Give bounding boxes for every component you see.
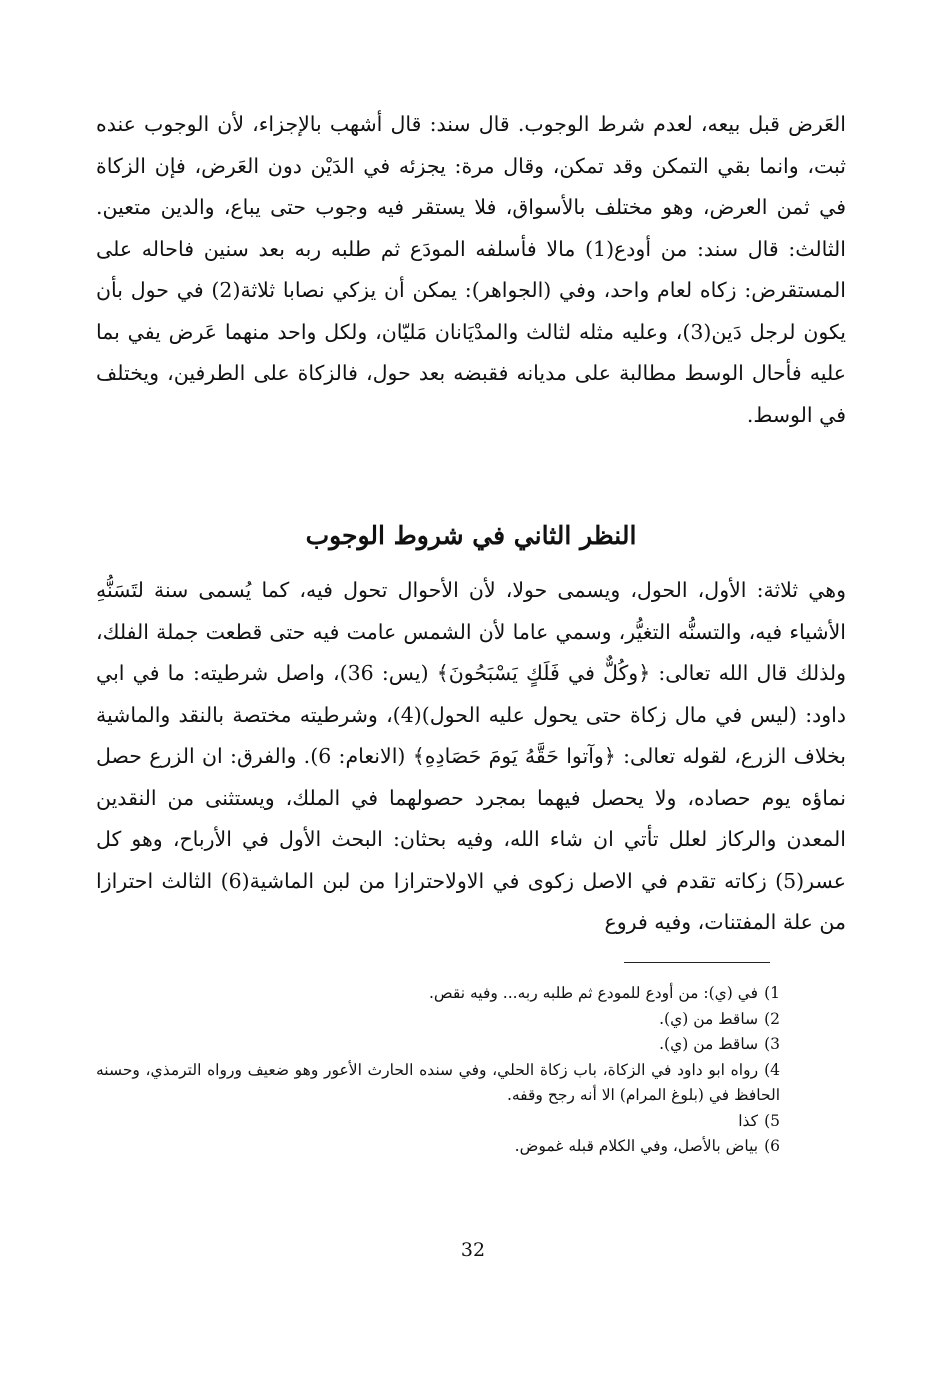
footnote-number: 2): [764, 1009, 780, 1028]
footnote-text: ساقط من (ي).: [659, 1035, 759, 1053]
footnote-item: [96, 1032, 780, 1058]
footnote-separator: [624, 962, 770, 963]
footnote-text: ساقط من (ي).: [659, 1009, 759, 1028]
footnote-item: [96, 1109, 780, 1135]
footnote-number: 1): [764, 984, 780, 1002]
footnote-item: [96, 981, 780, 1007]
footnote-text: كذا: [738, 1111, 759, 1130]
page-number: 32: [460, 1239, 486, 1261]
footnote-text: رواه ابو داود في الزكاة، باب زكاة الحلي، وفي سنده الحارث الأعور وهو ضعيف ورواه الترمذي، وحسنه الحافظ في (بلوغ المرام) الا أنه رجح وقفه.: [96, 1060, 780, 1104]
section-heading: النظر الثاني في شروط الوجوب: [305, 521, 637, 550]
footnote-number: 5): [764, 1111, 780, 1130]
footnote-number: 6): [764, 1137, 780, 1155]
body-paragraph-2: وهي ثلاثة: الأول، الحول، ويسمى حولا، لأن الأحوال تحول فيه، كما يُسمى سنة لتَسَنُّهِ الأشياء فيه، والتسنُّه التغيُّر، وسمي عاما لأن الشمس عامت فيه حتى قطعت جملة الفلك، ولذلك قال الله تعالى: ﴿وكُلٌّ في فَلَكٍ يَسْبَحُونَ﴾ (يس: 36)، واصل شرطيته: ما في ابي داود: (ليس في مال زكاة حتى يحول عليه الحول)(4)، وشرطيته مختصة بالنقد والماشية بخلاف الزرع، لقوله تعالى: ﴿وآتوا حَقَّهُ يَومَ حَصَادِهِ﴾ (الانعام: 6). والفرق: ان الزرع حصل نماؤه يوم حصاده، ولا يحصل فيهما بمجرد حصولهما في الملك، ويستثنى من النقدين المعدن والركاز لعلل تأتي ان شاء الله، وفيه بحثان: البحث الأول في الأرباح، وهو كل عسر(5) زكاته تقدم في الاصل زكوى في الاولاحترازا من لبن الماشية(6) الثالث احترازا من علة المفتنات، وفيه فروع: [96, 578, 846, 934]
footnote-item: [96, 1134, 780, 1160]
body-paragraph-1: العَرض قبل بيعه، لعدم شرط الوجوب. قال سند: قال أشهب بالإجزاء، لأن الوجوب عنده ثبت، وانما بقي التمكن وقد تمكن، وقال مرة: يجزئه في الدَيْن دون العَرض، فإن الزكاة في ثمن العرض، وهو مختلف بالأسواق، فلا يستقر فيه وجوب حتى يباع، والدين متعين. الثالث: قال سند: من أودع(1) مالا فأسلفه المودَع ثم طلبه ربه بعد سنين فاحاله على المستقرض: زكاه لعام واحد، وفي (الجواهر): يمكن أن يزكي نصابا ثلاثة(2) في حول بأن يكون لرجل دَين(3)، وعليه مثله لثالث والمدْيَانان مَليّان، ولكل واحد منهما عَرض يفي بما عليه فأحال الوسط مطالبة على مديانه فقبضه بعد حول، فالزكاة على الطرفين، ويختلف في الوسط.: [96, 112, 847, 427]
footnotes-list: [96, 981, 780, 1160]
footnote-text: بياض بالأصل، وفي الكلام قبله غموض.: [514, 1137, 759, 1155]
footnote-item: [96, 1058, 780, 1109]
footnote-number: 4): [764, 1060, 780, 1079]
footnote-text: في (ي): من أودع للمودع ثم طلبه ربه... وفيه نقص.: [428, 984, 759, 1002]
footnote-number: 3): [764, 1035, 780, 1053]
footnote-item: [96, 1007, 780, 1033]
